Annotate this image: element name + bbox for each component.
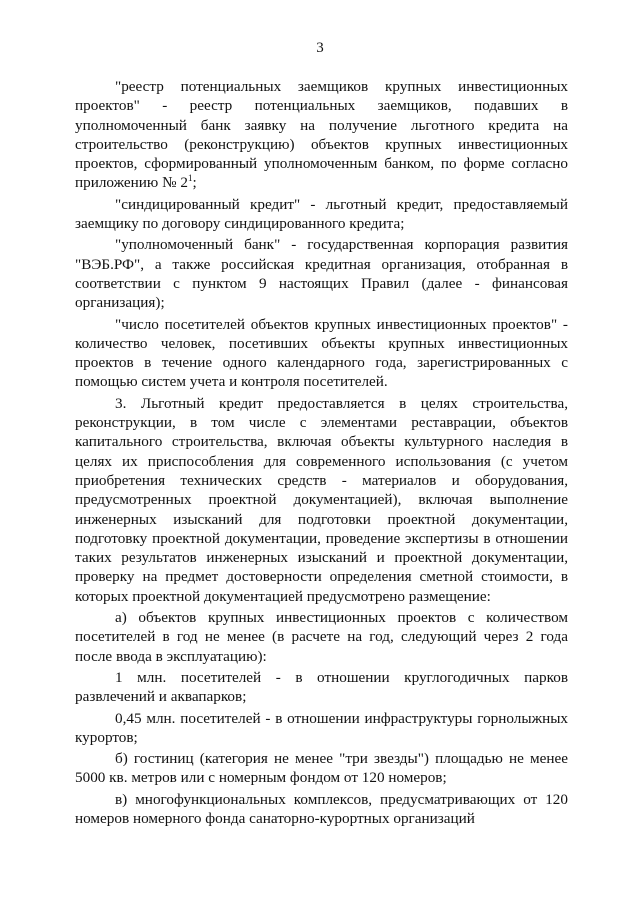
paragraph-text: "реестр потенциальных заемщиков крупных инвестиционных проектов" - реестр потенциальных заемщиков, подавших в уполномоченный банк заявку на получение льготного кредита на строительство (реконструкцию) объектов крупных инвестиционных проектов, сформированный уполномоченным банком, по форме согласно приложению № 2 — [75, 78, 568, 192]
definition-visitors-paragraph: "число посетителей объектов крупных инвестиционных проектов" - количество человек, посетивших объекты крупных инвестиционных проектов в течение одного календарного года, зарегистрированных с помощью систем учета и контроля посетителей. — [75, 315, 568, 391]
definition-registry-paragraph — [75, 77, 568, 193]
definition-syndicated-credit-paragraph: "синдицированный кредит" - льготный кредит, предоставляемый заемщику по договору синдицированного кредита; — [75, 195, 568, 233]
footnote-marker: 1 — [187, 173, 193, 184]
item-a-paragraph: а) объектов крупных инвестиционных проектов с количеством посетителей в год не менее (в расчете на год, следующий через 2 года после ввода в эксплуатацию): — [75, 609, 568, 665]
page-number: 3 — [316, 40, 324, 56]
item-a-ski-paragraph: 0,45 млн. посетителей - в отношении инфраструктуры горнолыжных курортов; — [75, 709, 568, 746]
item-b-paragraph: б) гостиниц (категория не менее "три звезды") площадью не менее 5000 кв. метров или с номерным фондом от 120 номеров; — [75, 750, 568, 787]
item-a-parks-paragraph: 1 млн. посетителей - в отношении круглогодичных парков развлечений и аквапарков; — [75, 668, 568, 706]
paragraph-tail: ; — [192, 174, 197, 192]
definition-authorized-bank-paragraph: "уполномоченный банк" - государственная корпорация развития "ВЭБ.РФ", а также российская кредитная организация, отобранная в соответствии с пунктом 9 настоящих Правил (далее - финансовая организация); — [75, 236, 568, 312]
clause-3-paragraph: 3. Льготный кредит предоставляется в целях строительства, реконструкции, в том числе с элементами реставрации, объектов капитального строительства, включая объекты культурного наследия в целях их приспособления для современного использования (с учетом приобретения технических средств - материалов и оборудования, предусмотренных проектной документацией), включая выполнение инженерных изысканий для подготовки проектной документации, подготовку проектной документации, проведение экспертизы в отношении таких результатов инженерных изысканий и проектной документации, проверку на предмет достоверности определения сметной стоимости, в которых проектной документацией предусмотрено размещение: — [75, 394, 568, 605]
item-c-paragraph: в) многофункциональных комплексов, предусматривающих от 120 номеров номерного фонда санаторно-курортных организаций — [75, 790, 568, 827]
document-body — [75, 77, 568, 828]
